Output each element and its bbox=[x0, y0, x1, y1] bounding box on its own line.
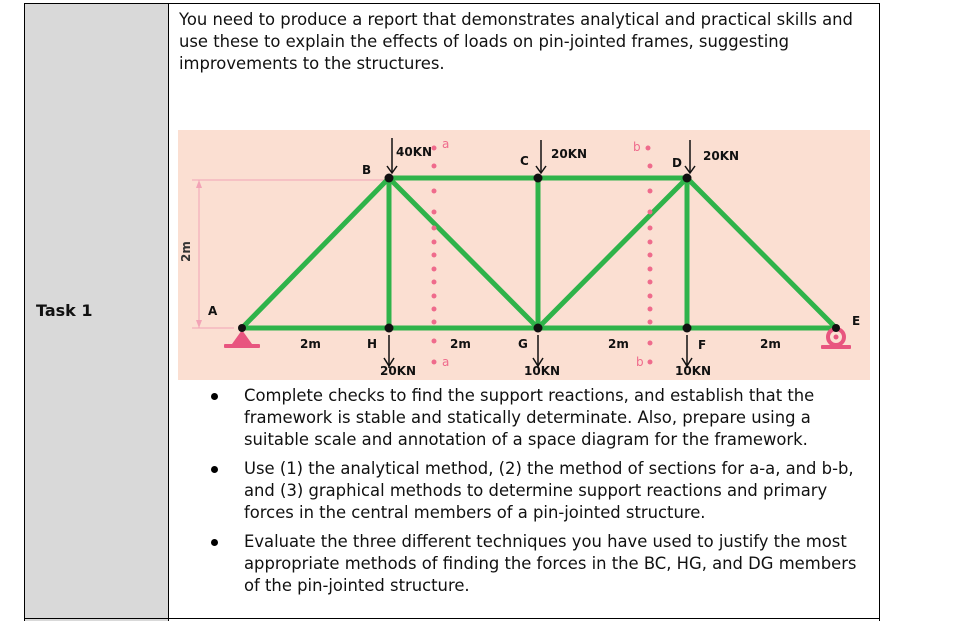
node-b-label: B bbox=[362, 163, 372, 177]
node-e bbox=[832, 324, 840, 332]
load-h-label: 20KN bbox=[380, 364, 417, 378]
section-a-top-label: a bbox=[442, 137, 450, 151]
load-g-label: 10KN bbox=[524, 364, 561, 378]
task-label: Task 1 bbox=[36, 301, 93, 320]
list-item bbox=[200, 385, 870, 451]
section-b-top-label: b bbox=[633, 140, 641, 154]
load-d-label: 20KN bbox=[703, 149, 740, 163]
node-h bbox=[385, 324, 394, 333]
node-d-label: D bbox=[672, 156, 682, 170]
table-right-border bbox=[879, 3, 880, 621]
node-c-label: C bbox=[520, 154, 529, 168]
table-left-border bbox=[24, 3, 25, 621]
requirement-text: Complete checks to find the support reactions, and establish that the framework is stable and statically determinate. Also, prepare using a suitable scale and annotation of a space diagram for the framework. bbox=[244, 386, 815, 449]
bullet-icon bbox=[211, 466, 218, 473]
node-d bbox=[683, 174, 692, 183]
span-ah-label: 2m bbox=[300, 337, 321, 351]
span-gf-label: 2m bbox=[608, 337, 629, 351]
bullet-icon bbox=[211, 539, 218, 546]
list-item bbox=[200, 531, 870, 597]
node-a-label: A bbox=[208, 304, 218, 318]
section-b-bottom-label: b bbox=[636, 355, 644, 369]
node-e-label: E bbox=[852, 314, 861, 328]
table-divider bbox=[168, 3, 169, 621]
height-label: 2m bbox=[179, 241, 193, 262]
bullet-icon bbox=[211, 393, 218, 400]
node-h-label: H bbox=[367, 337, 378, 351]
node-g-label: G bbox=[518, 337, 528, 351]
load-b-label: 40KN bbox=[396, 145, 433, 159]
task-intro: You need to produce a report that demonstrates analytical and practical skills and use these to explain the effects of loads on pin-jointed frames, suggesting improvements to the structures. bbox=[179, 10, 853, 73]
node-a bbox=[238, 324, 246, 332]
requirement-text: Use (1) the analytical method, (2) the method of sections for a-a, and b-b, and (3) graphical methods to determine support reactions and primary forces in the central members of a pin-jointed structure. bbox=[244, 459, 854, 522]
requirement-text: Evaluate the three different techniques you have used to justify the most appropriate methods of finding the forces in the BC, HG, and DG members of the pin-jointed structure. bbox=[244, 532, 857, 595]
table-top-border bbox=[24, 3, 880, 4]
node-g bbox=[534, 324, 543, 333]
span-hg-label: 2m bbox=[450, 337, 471, 351]
section-a-bottom-label: a bbox=[442, 355, 450, 369]
span-fe-label: 2m bbox=[760, 337, 781, 351]
load-c-label: 20KN bbox=[551, 147, 588, 161]
table-bottom-border bbox=[24, 618, 880, 619]
node-f bbox=[683, 324, 692, 333]
node-f-label: F bbox=[698, 338, 707, 352]
node-b bbox=[385, 174, 394, 183]
truss-diagram bbox=[178, 130, 872, 380]
list-item bbox=[200, 458, 870, 524]
load-f-label: 10KN bbox=[675, 364, 712, 378]
node-c bbox=[534, 174, 543, 183]
task-requirements-list bbox=[200, 385, 870, 604]
